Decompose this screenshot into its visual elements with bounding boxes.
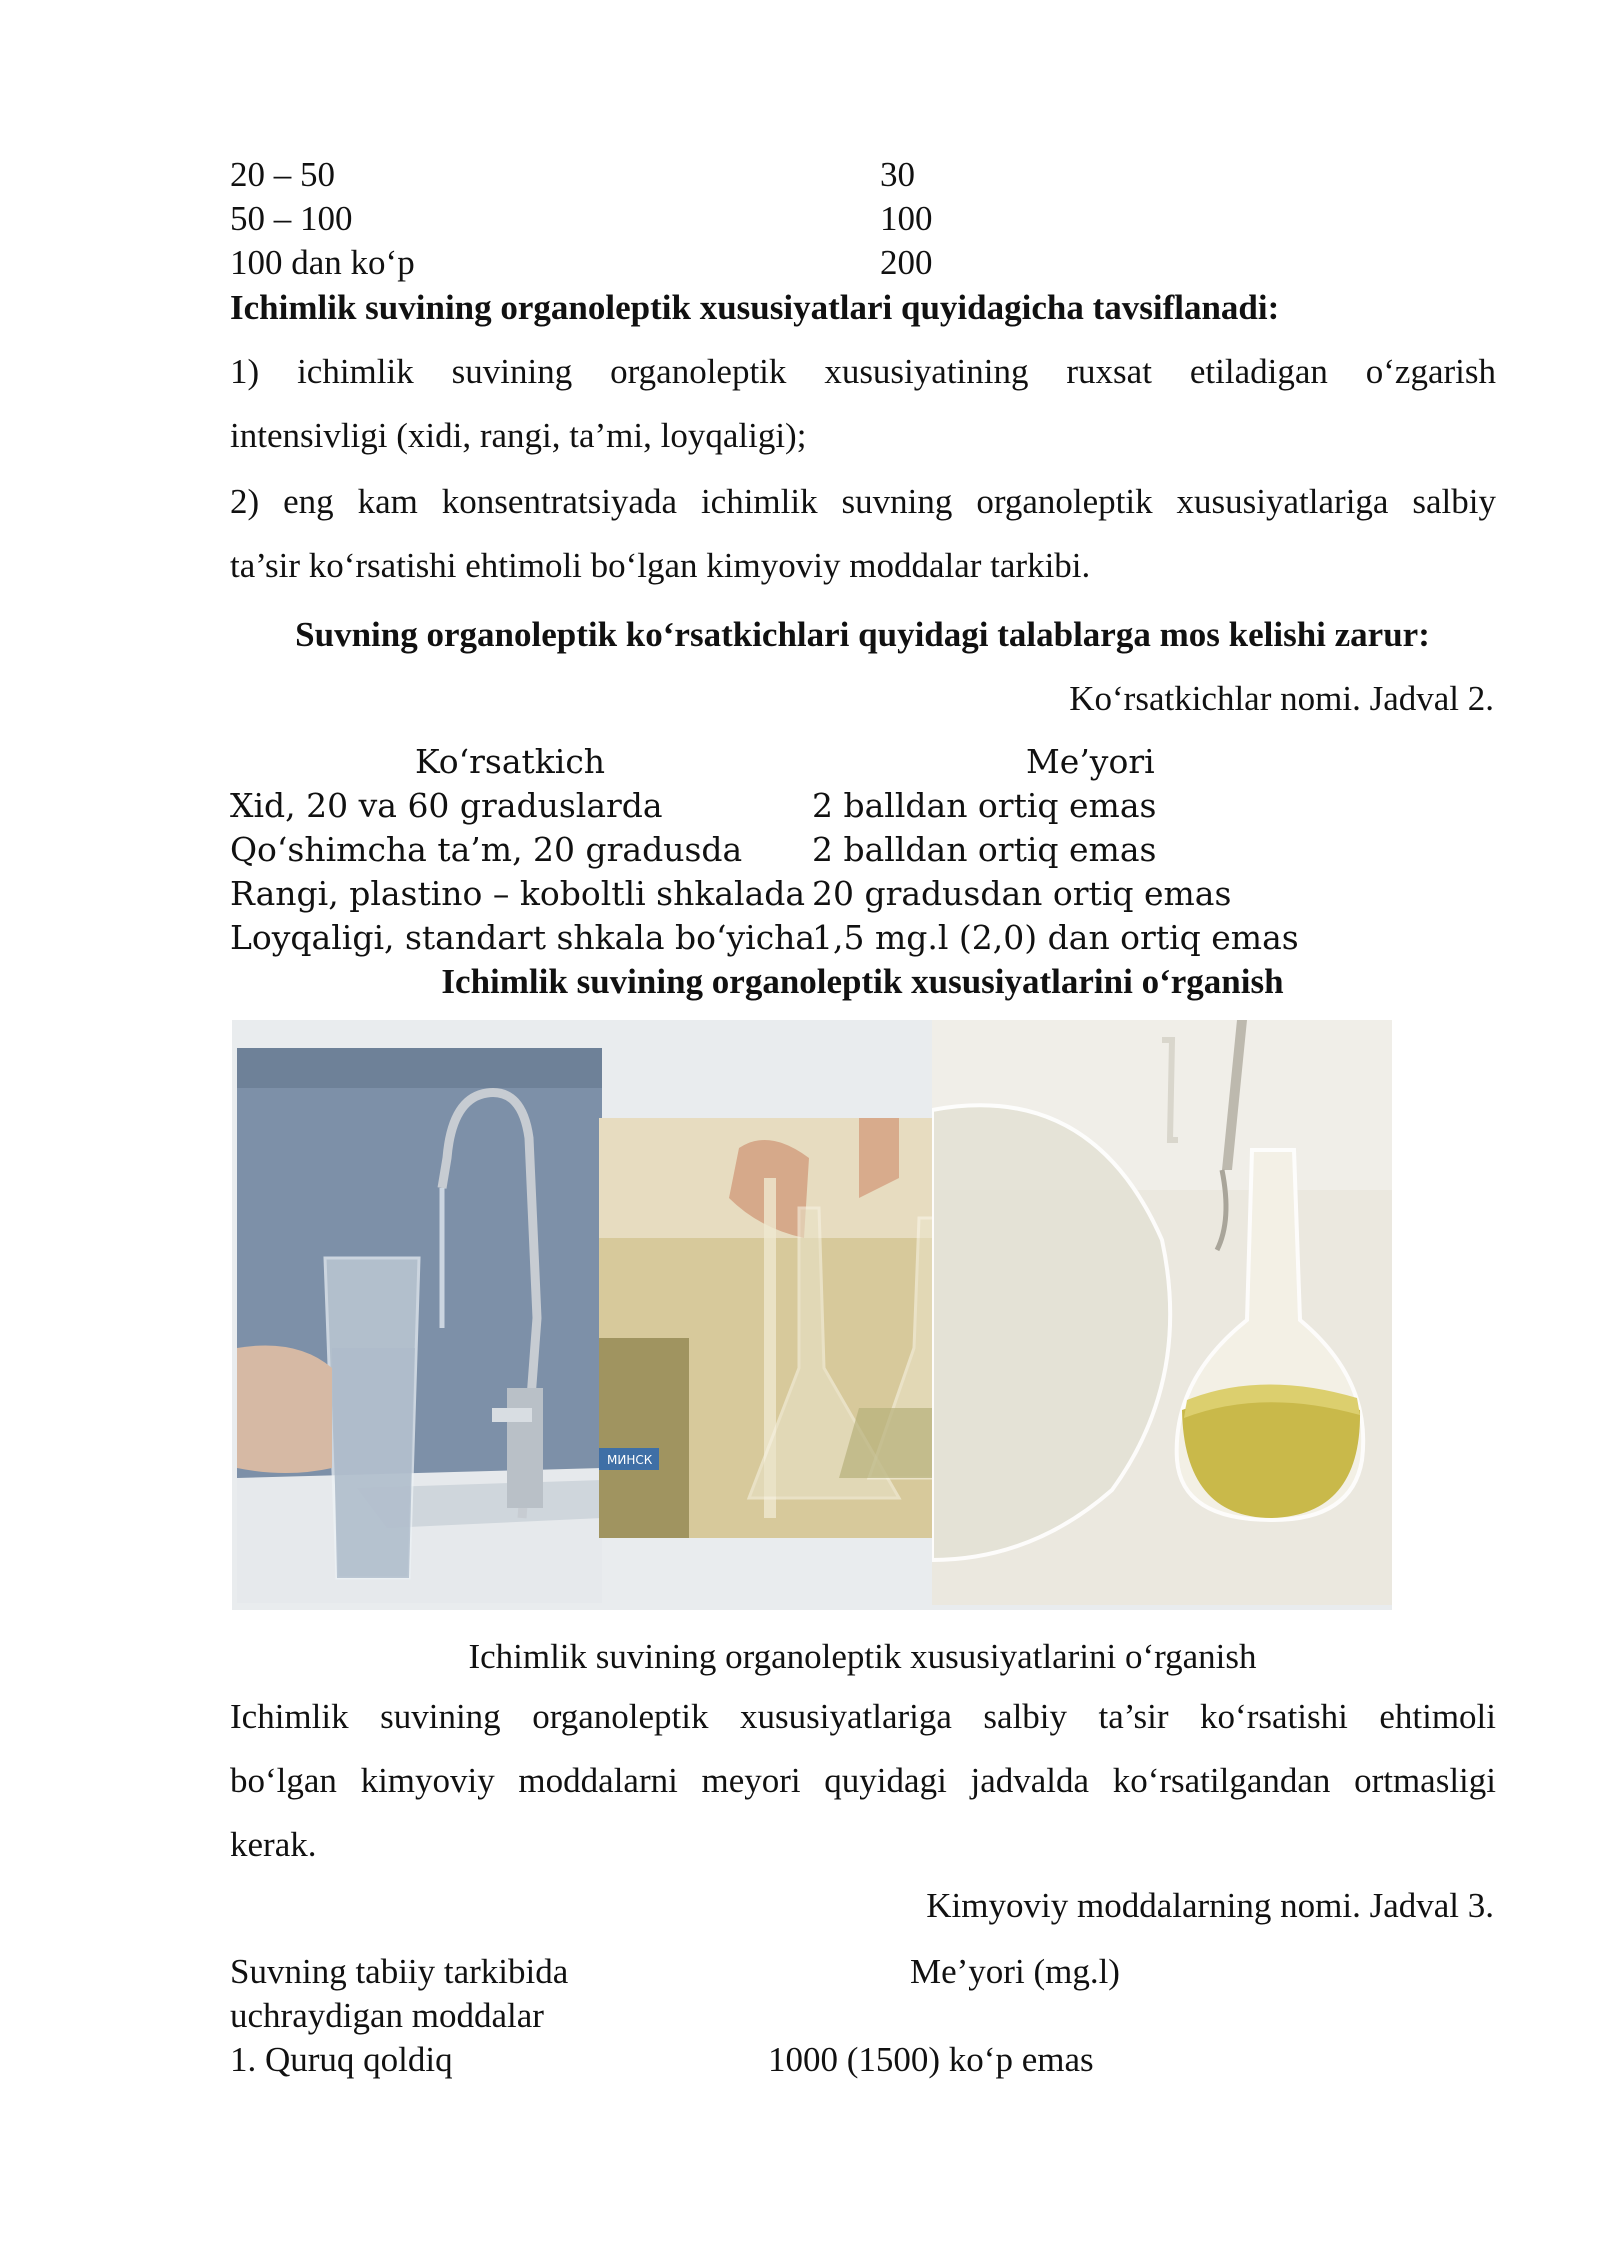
minsk-overlay-label: МИНСК <box>607 1453 653 1467</box>
heading-organoleptic-properties: Ichimlik suvining organoleptik xususiyatlari quyidagicha tavsiflanadi: <box>230 288 1280 327</box>
table-2-row-3-name: Rangi, plastino – koboltli shkalada <box>230 874 806 913</box>
table-2-row-2-name: Qo‘shimcha ta’m, 20 gradusda <box>230 830 743 869</box>
paragraph-2-line-1: 2) eng kam konsentratsiyada ichimlik suvning organoleptik xususiyatlariga salbiy <box>230 482 1496 521</box>
paragraph-1 <box>230 340 1496 468</box>
table-3-caption: Kimyoviy moddalarning nomi. Jadval 3. <box>926 1886 1494 1925</box>
paragraph-2 <box>230 470 1496 598</box>
top-table-range-3: 100 dan ko‘p <box>230 243 415 282</box>
table-2-header-indicator: Ko‘rsatkich <box>415 742 606 781</box>
heading-requirements: Suvning organoleptik ko‘rsatkichlari quyidagi talablarga mos kelishi zarur: <box>295 615 1430 654</box>
figure-caption: Ichimlik suvining organoleptik xususiyatlarini o‘rganish <box>468 1637 1257 1676</box>
paragraph-1-line-1: 1) ichimlik suvining organoleptik xususiyatining ruxsat etiladigan o‘zgarish <box>230 352 1496 391</box>
top-table-range-2: 50 – 100 <box>230 199 353 238</box>
figure-photo-collage <box>232 1020 1392 1610</box>
heading-study: Ichimlik suvining organoleptik xususiyatlarini o‘rganish <box>441 962 1284 1001</box>
top-table-value-2: 100 <box>880 199 933 238</box>
table-2-row-1-norm: 2 balldan ortiq emas <box>812 786 1157 825</box>
paragraph-1-line-2: intensivligi (xidi, rangi, ta’mi, loyqaligi); <box>230 416 807 455</box>
top-table-value-1: 30 <box>880 155 915 194</box>
paragraph-3-line-1: Ichimlik suvining organoleptik xususiyatlariga salbiy ta’sir ko‘rsatishi ehtimoli <box>230 1697 1496 1736</box>
table-2-row-4-name: Loyqaligi, standart shkala bo‘yicha <box>230 918 816 957</box>
paragraph-3-line-3: kerak. <box>230 1825 317 1864</box>
top-table-range-1: 20 – 50 <box>230 155 335 194</box>
table-3-row-1-norm: 1000 (1500) ko‘p emas <box>768 2040 1094 2079</box>
faucet-glass-photo <box>237 1048 602 1603</box>
table-3-row-1-name: 1. Quruq qoldiq <box>230 2040 453 2079</box>
table-3-header-norm: Me’yori (mg.l) <box>910 1952 1120 1991</box>
table-2-header-norm: Me’yori <box>1026 742 1155 781</box>
paragraph-2-line-2: ta’sir ko‘rsatishi ehtimoli bo‘lgan kimyoviy moddalar tarkibi. <box>230 546 1091 585</box>
paragraph-3 <box>230 1685 1496 1877</box>
table-2-row-3-norm: 20 gradusdan ortiq emas <box>812 874 1232 913</box>
table-2-caption: Ko‘rsatkichlar nomi. Jadval 2. <box>1069 679 1494 718</box>
table-2-row-1-name: Xid, 20 va 60 graduslarda <box>230 786 663 825</box>
top-table-value-3: 200 <box>880 243 933 282</box>
table-3-header-substances-line-1: Suvning tabiiy tarkibida <box>230 1952 569 1991</box>
table-2-row-2-norm: 2 balldan ortiq emas <box>812 830 1157 869</box>
yellow-flask-photo <box>932 1020 1392 1605</box>
paragraph-3-line-2: bo‘lgan kimyoviy moddalarni meyori quyidagi jadvalda ko‘rsatilgandan ortmasligi <box>230 1761 1496 1800</box>
table-3-header-substances-line-2: uchraydigan moddalar <box>230 1996 544 2035</box>
table-2-row-4-norm: 1,5 mg.l (2,0) dan ortiq emas <box>812 918 1299 957</box>
